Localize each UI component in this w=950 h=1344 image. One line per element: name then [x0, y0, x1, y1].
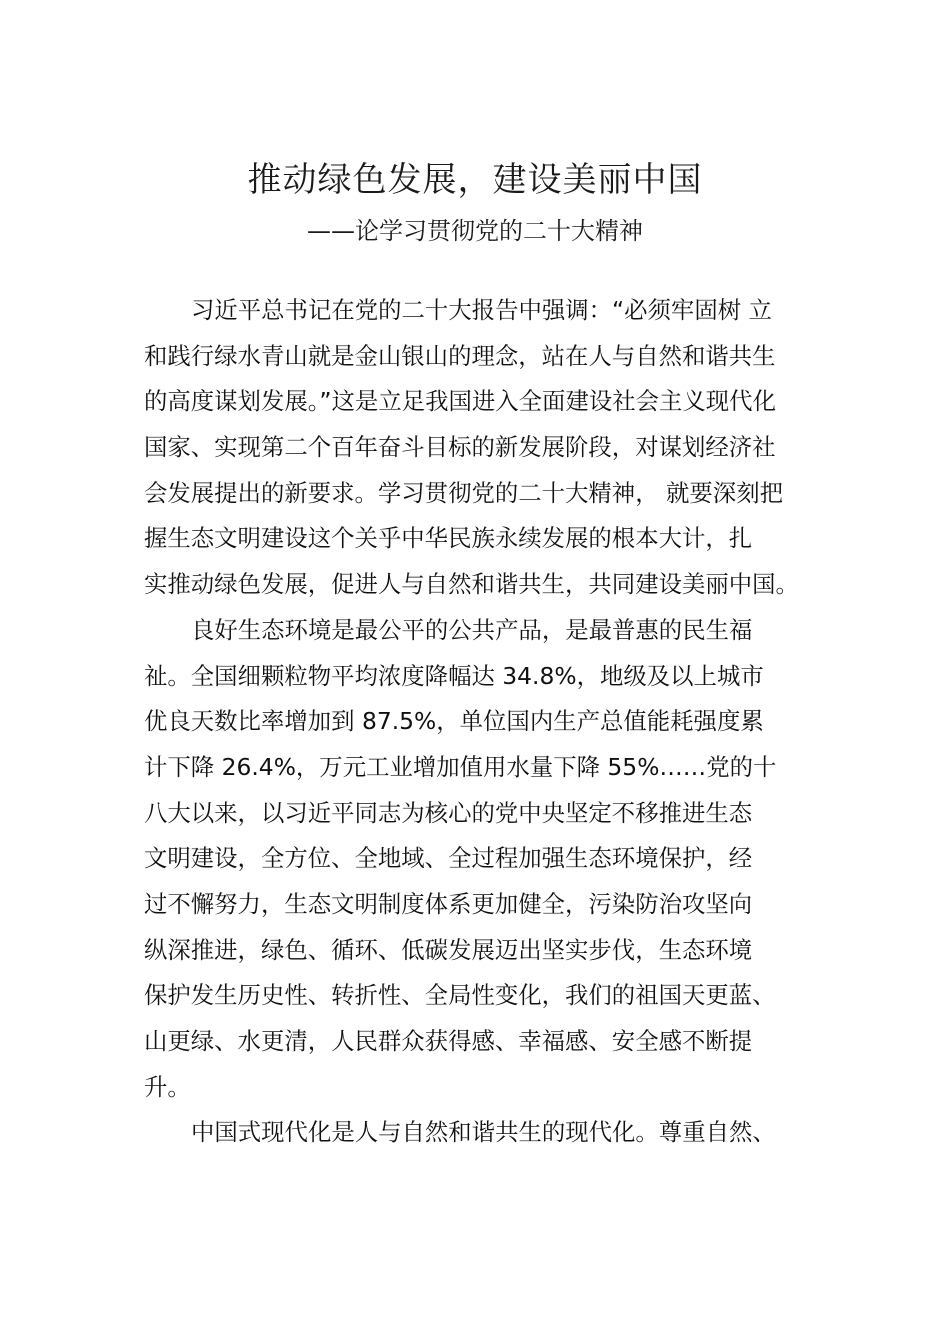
text-line: 会发展提出的新要求。学习贯彻党的二十大精神， 就要深刻把	[144, 478, 783, 507]
document-title: 推动绿色发展，建设美丽中国	[247, 160, 703, 200]
text-line: 的高度谋划发展。”这是立足我国进入全面建设社会主义现代化	[144, 387, 776, 416]
text-line: 计下降 26.4%，万元工业增加值用水量下降 55%……党的十	[144, 752, 777, 781]
text-line: 中国式现代化是人与自然和谐共生的现代化。尊重自然、	[191, 1118, 776, 1147]
text-line: 八大以来，以习近平同志为核心的党中央坚定不移推进生态	[144, 798, 753, 827]
document-subtitle: ——论学习贯彻党的二十大精神	[307, 217, 643, 245]
text-line: 握生态文明建设这个关乎中华民族永续发展的根本大计，扎	[144, 524, 753, 553]
text-line: 和践行绿水青山就是金山银山的理念，站在人与自然和谐共生	[144, 341, 776, 370]
text-line: 升。	[144, 1072, 191, 1101]
text-line: 山更绿、水更清，人民群众获得感、幸福感、安全感不断提	[144, 1027, 753, 1055]
text-line: 习近平总书记在党的二十大报告中强调：“必须牢固树 立	[191, 296, 772, 324]
text-line: 纵深推进，绿色、循环、低碳发展迈出坚实步伐，生态环境	[144, 935, 753, 964]
text-line: 文明建设，全方位、全地域、全过程加强生态环境保护，经	[144, 844, 753, 873]
text-line: 国家、实现第二个百年奋斗目标的新发展阶段，对谋划经济社	[144, 433, 776, 462]
text-line: 优良天数比率增加到 87.5%，单位国内生产总值能耗强度累	[144, 707, 764, 736]
text-line: 保护发生历史性、转折性、全局性变化，我们的祖国天更蓝、	[144, 981, 776, 1010]
document-body	[144, 288, 854, 1156]
text-line: 实推动绿色发展，促进人与自然和谐共生，共同建设美丽中国。	[144, 570, 799, 599]
text-line: 过不懈努力，生态文明制度体系更加健全，污染防治攻坚向	[144, 889, 753, 918]
text-line: 良好生态环境是最公平的公共产品，是最普惠的民生福	[191, 615, 753, 644]
text-line: 祉。全国细颗粒物平均浓度降幅达 34.8%，地级及以上城市	[144, 661, 764, 690]
